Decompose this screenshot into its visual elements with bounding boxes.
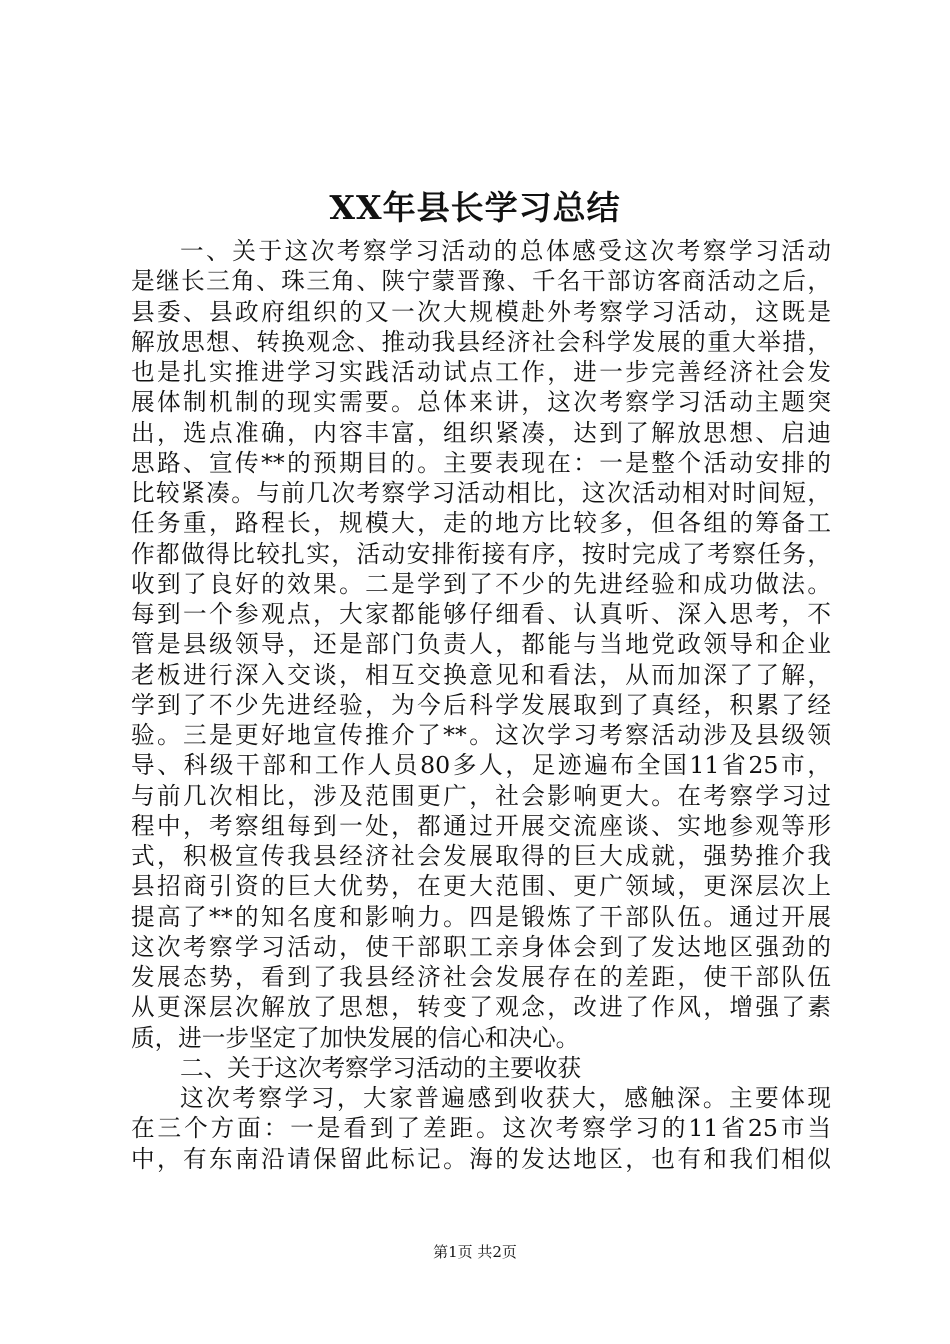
text-line: 任务重，路程长，规模大，走的地方比较多，但各组的筹备工 [131, 509, 831, 538]
text-line: 作都做得比较扎实，活动安排衔接有序，按时完成了考察任务， [131, 539, 831, 568]
text-line: 县委、县政府组织的又一次大规模赴外考察学习活动，这既是 [131, 297, 831, 326]
text-line: 学到了不少先进经验，为今后科学发展取到了真经，积累了经 [131, 690, 831, 719]
document-title: XX年县长学习总结 [329, 188, 621, 227]
text-line: 老板进行深入交谈，相互交换意见和看法，从而加深了了解， [131, 660, 831, 689]
text-line: 导、科级干部和工作人员80多人，足迹遍布全国11省25市， [131, 751, 831, 780]
text-line: 发展态势，看到了我县经济社会发展存在的差距，使干部队伍 [131, 963, 831, 991]
text-line: 也是扎实推进学习实践活动试点工作，进一步完善经济社会发 [131, 358, 831, 386]
text-line: 一、关于这次考察学习活动的总体感受这次考察学习活动 [180, 237, 831, 265]
text-line: 程中，考察组每到一处，都通过开展交流座谈、实地参观等形 [131, 811, 831, 840]
text-line: 式，积极宣传我县经济社会发展取得的巨大成就，强势推介我 [131, 842, 831, 870]
text-line: 中，有东南沿请保留此标记。海的发达地区，也有和我们相似 [131, 1144, 831, 1173]
text-line: 每到一个参观点，大家都能够仔细看、认真听、深入思考，不 [131, 600, 831, 628]
text-line: 管是县级领导，还是部门负责人，都能与当地党政领导和企业 [131, 630, 831, 659]
text-line: 展体制机制的现实需要。总体来讲，这次考察学习活动主题突 [131, 388, 831, 417]
text-line: 这次考察学习，大家普遍感到收获大，感触深。主要体现 [180, 1084, 831, 1112]
text-line: 验。三是更好地宣传推介了**。这次学习考察活动涉及县级领 [131, 721, 831, 749]
text-line: 思路、宣传**的预期目的。主要表现在：一是整个活动安排的 [131, 448, 831, 477]
text-line: 比较紧凑。与前几次考察学习活动相比，这次活动相对时间短， [131, 479, 831, 507]
text-line: 收到了良好的效果。二是学到了不少的先进经验和成功做法。 [131, 569, 831, 598]
text-line: 出，选点准确，内容丰富，组织紧凑，达到了解放思想、启迪 [131, 418, 831, 447]
text-line: 这次考察学习活动，使干部职工亲身体会到了发达地区强劲的 [131, 932, 831, 961]
text-line: 县招商引资的巨大优势，在更大范围、更广领域，更深层次上 [131, 872, 831, 901]
page-footer: 第1页 共2页 [433, 1243, 517, 1261]
section-heading: 二、关于这次考察学习活动的主要收获 [180, 1053, 582, 1082]
text-line: 与前几次相比，涉及范围更广，社会影响更大。在考察学习过 [131, 781, 831, 810]
text-line: 从更深层次解放了思想，转变了观念，改进了作风，增强了素 [131, 993, 831, 1022]
text-line: 在三个方面：一是看到了差距。这次考察学习的11省25市当 [131, 1114, 831, 1143]
document-body [131, 236, 831, 1174]
text-line: 解放思想、转换观念、推动我县经济社会科学发展的重大举措， [131, 327, 831, 356]
text-line: 质，进一步坚定了加快发展的信心和决心。 [131, 1023, 580, 1052]
text-line: 是继长三角、珠三角、陕宁蒙晋豫、千名干部访客商活动之后， [131, 267, 831, 296]
text-line: 提高了**的知名度和影响力。四是锻炼了干部队伍。通过开展 [131, 902, 831, 931]
